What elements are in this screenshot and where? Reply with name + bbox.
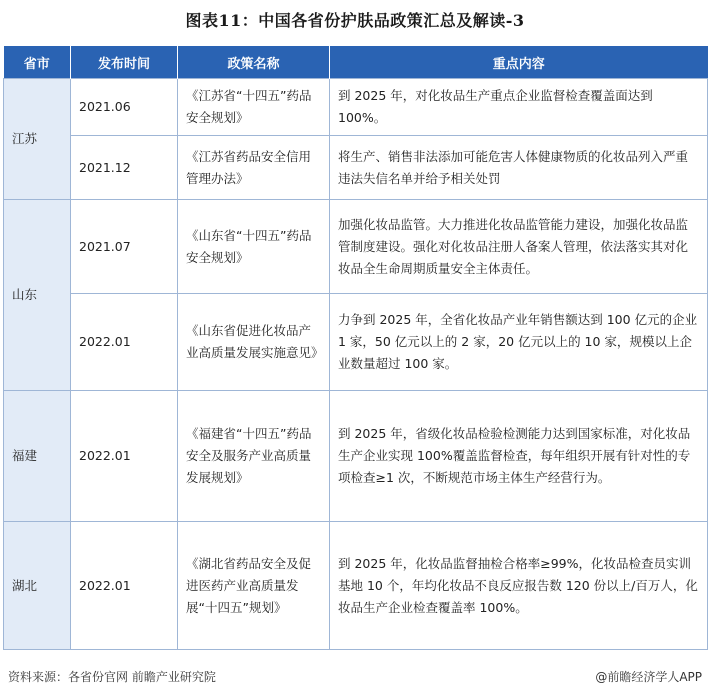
date-cell: 2022.01 — [71, 391, 178, 522]
header-key-content: 重点内容 — [330, 46, 708, 79]
policy-name-cell: 《福建省“十四五”药品安全及服务产业高质量发展规划》 — [178, 391, 330, 522]
province-cell: 福建 — [4, 391, 71, 522]
header-province: 省市 — [4, 46, 71, 79]
policy-name-cell: 《江苏省“十四五”药品安全规划》 — [178, 79, 330, 136]
table-row — [4, 294, 708, 391]
content-cell: 到 2025 年，化妆品监督抽检合格率≥99%，化妆品检查员实训基地 10 个，年均化妆品不良反应报告数 120 份以上/百万人，化妆品生产企业检查覆盖率 100%。 — [330, 522, 708, 650]
header-policy-name: 政策名称 — [178, 46, 330, 79]
header-date: 发布时间 — [71, 46, 178, 79]
table-header-row — [4, 46, 708, 79]
province-cell: 湖北 — [4, 522, 71, 650]
province-cell: 山东 — [4, 200, 71, 391]
content-cell: 将生产、销售非法添加可能危害人体健康物质的化妆品列入严重违法失信名单并给予相关处罚 — [330, 136, 708, 200]
policy-name-cell: 《湖北省药品安全及促进医药产业高质量发展“十四五”规划》 — [178, 522, 330, 650]
table-row — [4, 391, 708, 522]
province-cell: 江苏 — [4, 79, 71, 200]
policy-table — [3, 46, 708, 650]
content-cell: 加强化妆品监管。大力推进化妆品监管能力建设，加强化妆品监管制度建设。强化对化妆品注册人备案人管理，依法落实其对化妆品全生命周期质量安全主体责任。 — [330, 200, 708, 294]
content-cell: 力争到 2025 年，全省化妆品产业年销售额达到 100 亿元的企业 1 家，50 亿元以上的 2 家，20 亿元以上的 10 家，规模以上企业数量超过 100 家。 — [330, 294, 708, 391]
date-cell: 2021.12 — [71, 136, 178, 200]
table-row — [4, 522, 708, 650]
table-row — [4, 136, 708, 200]
date-cell: 2022.01 — [71, 294, 178, 391]
source-note: 资料来源：各省份官网 前瞻产业研究院 — [8, 670, 216, 684]
table-row — [4, 200, 708, 294]
table-row — [4, 79, 708, 136]
content-cell: 到 2025 年，省级化妆品检验检测能力达到国家标准，对化妆品生产企业实现 100%覆盖监督检查，每年组织开展有针对性的专项检查≥1 次，不断规范市场主体生产经营行为。 — [330, 391, 708, 522]
policy-name-cell: 《江苏省药品安全信用管理办法》 — [178, 136, 330, 200]
date-cell: 2022.01 — [71, 522, 178, 650]
date-cell: 2021.07 — [71, 200, 178, 294]
content-cell: 到 2025 年，对化妆品生产重点企业监督检查覆盖面达到 100%。 — [330, 79, 708, 136]
date-cell: 2021.06 — [71, 79, 178, 136]
policy-name-cell: 《山东省促进化妆品产业高质量发展实施意见》 — [178, 294, 330, 391]
brand-credit: @前瞻经济学人APP — [595, 670, 702, 684]
policy-name-cell: 《山东省“十四五”药品安全规划》 — [178, 200, 330, 294]
page-title: 图表11：中国各省份护肤品政策汇总及解读-3 — [185, 11, 525, 30]
